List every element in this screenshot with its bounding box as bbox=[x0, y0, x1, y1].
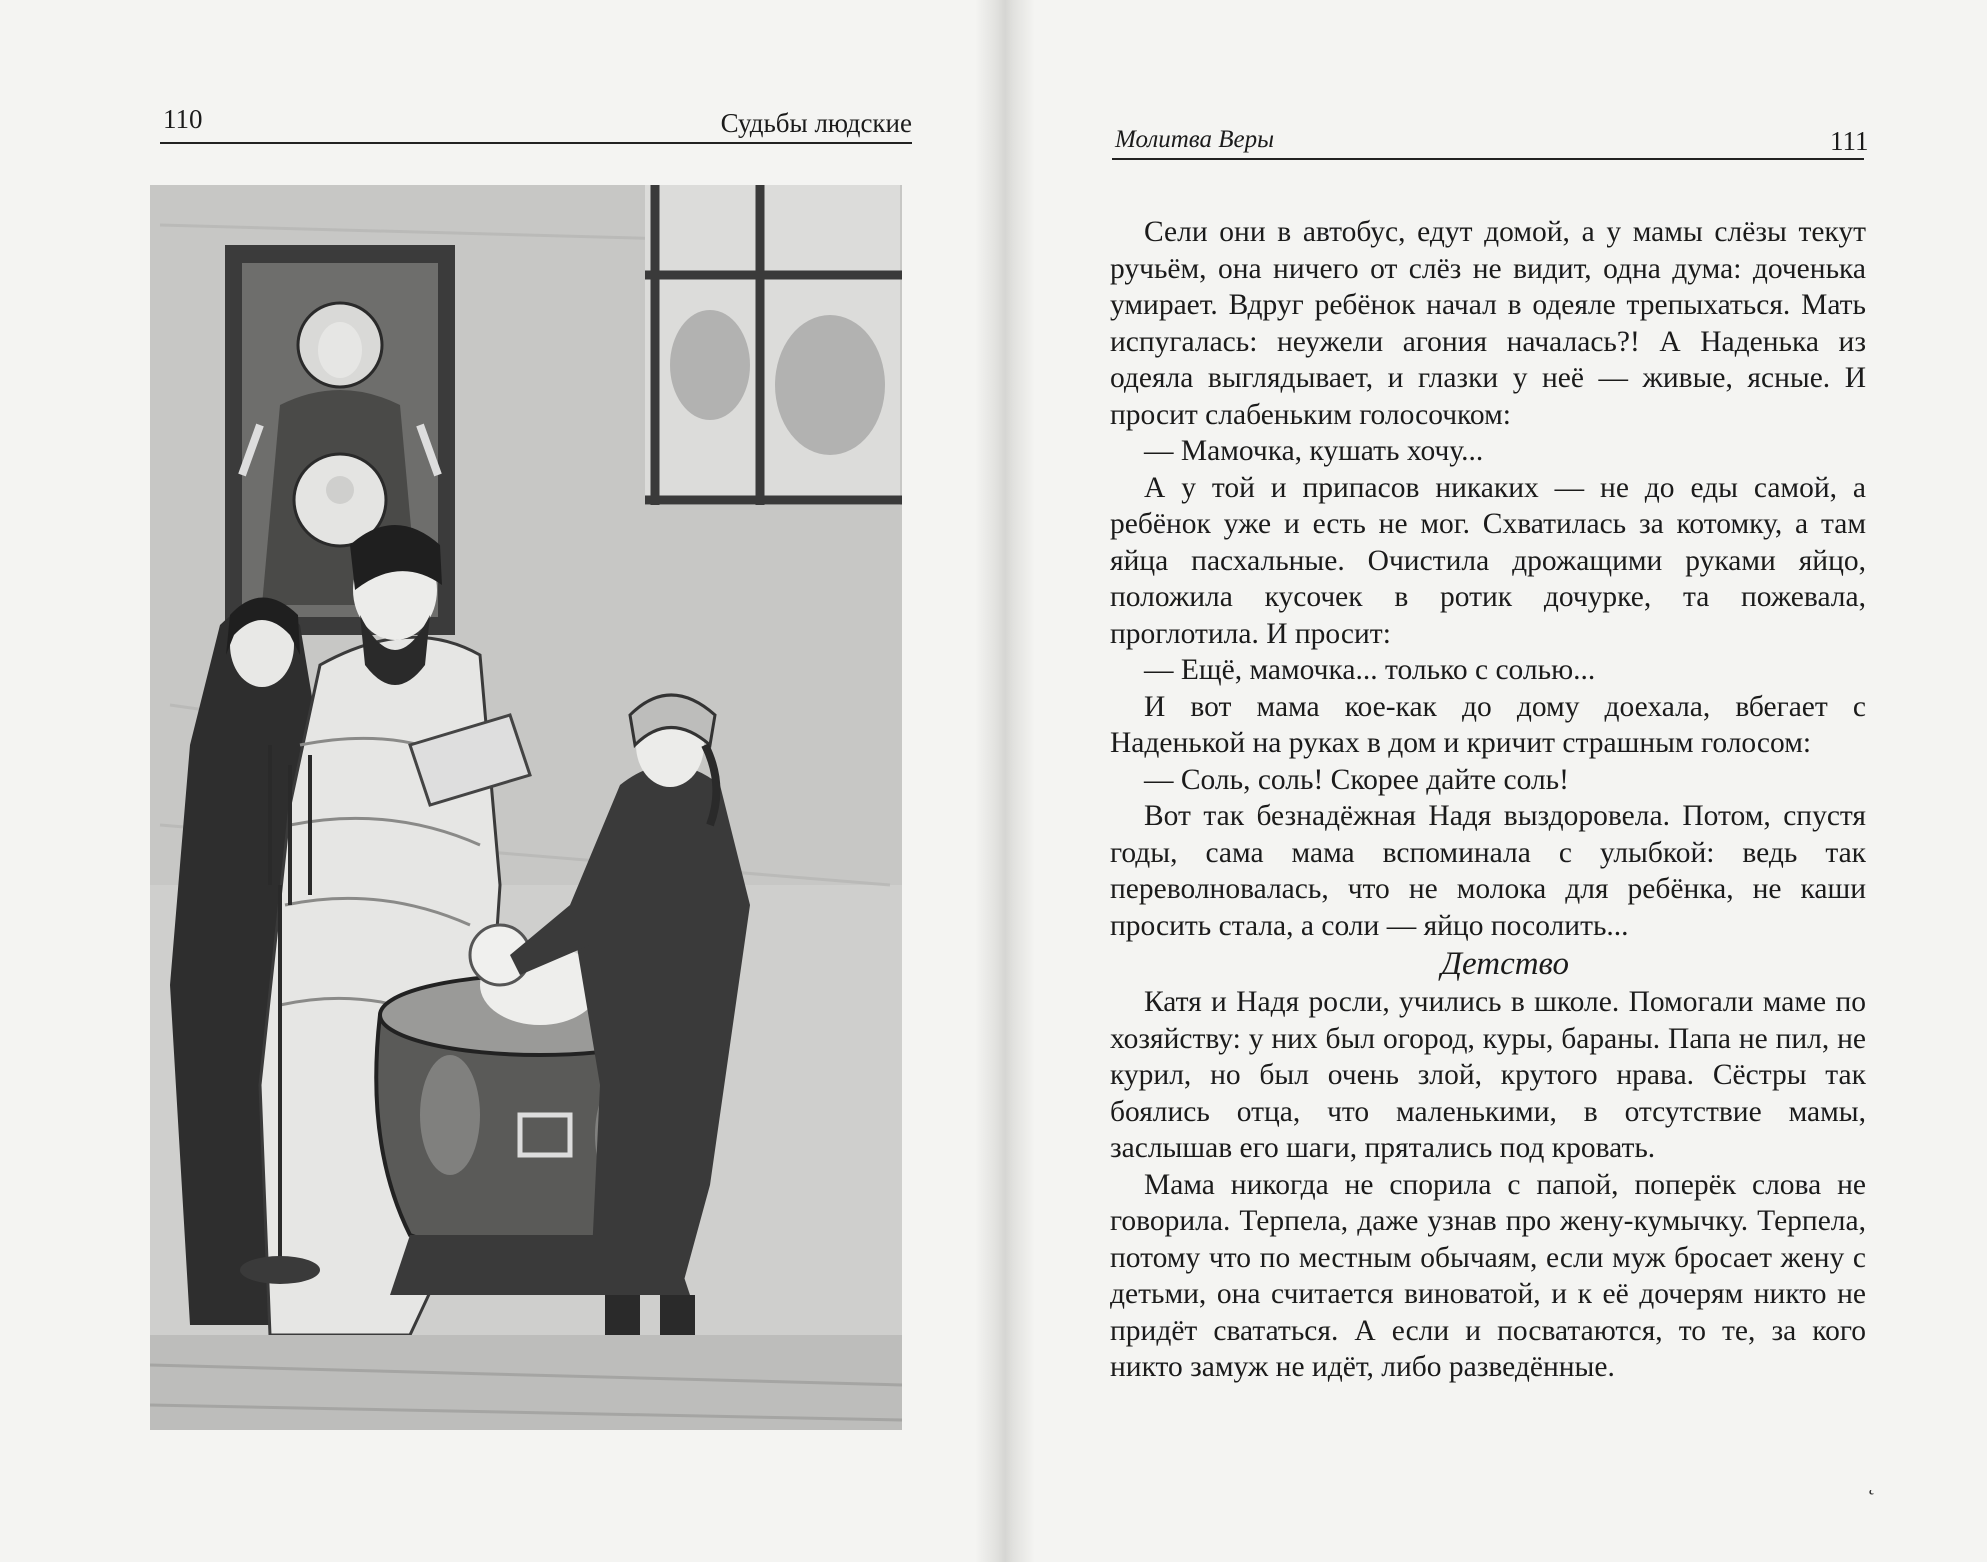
illustration-drawing bbox=[150, 185, 902, 1430]
left-running-title: Судьбы людские bbox=[720, 108, 912, 138]
dialogue-line: — Соль, соль! Скорее дайте соль! bbox=[1144, 763, 1569, 796]
right-header-rule bbox=[1112, 158, 1864, 160]
paragraph: Вот так безнадёжная Надя выздоровела. Потом, спустя годы, сама мама вспоминала с улыбкой: ведь так переволновалась, что не молока для ребёнка, не каши просить стала, а соли — яйцо посолить... bbox=[1110, 800, 1866, 942]
left-header-rule bbox=[160, 142, 912, 144]
dialogue-line: — Ещё, мамочка... только с солью... bbox=[1144, 654, 1596, 686]
body-text bbox=[1110, 214, 1866, 1386]
baptism-illustration bbox=[150, 185, 902, 1430]
left-page bbox=[0, 0, 990, 1562]
dialogue-line: — Мамочка, кушать хочу... bbox=[1144, 435, 1484, 467]
paragraph: А у той и припасов никаких — не до еды самой, а ребёнок уже и есть не мог. Схватилась за котомку, а там яйца пасхальные. Очистила дрожащими руками яйцо, положила кусочек в ротик дочурке, та пожевала, проглотила. И просит: bbox=[1110, 471, 1866, 650]
right-page bbox=[1015, 0, 1987, 1562]
section-title: Детство bbox=[1441, 946, 1569, 982]
left-page-number: 110 bbox=[163, 104, 203, 134]
corner-mark: ˛ bbox=[1868, 1470, 1876, 1495]
paragraph: Мама никогда не спорила с папой, поперёк слова не говорила. Терпела, даже узнав про жену-кумычку. Терпела, потому что по местным обычаям, если муж бросает жену с детьми, она считается виноватой, и к её дочерям никто не придёт свататься. А если и посватаются, то те, за кого никто замуж не идёт, либо разведённые. bbox=[1110, 1168, 1866, 1383]
right-running-title: Молитва Веры bbox=[1115, 126, 1275, 153]
paragraph: И вот мама кое-как до дому доехала, вбегает с Наденькой на руках в дом и кричит страшным голосом: bbox=[1110, 690, 1866, 759]
paragraph: Катя и Надя росли, учились в школе. Помогали маме по хозяйству: у них был огород, куры, бараны. Папа не пил, не курил, но был очень злой, крутого нрава. Сёстры так боялись отца, что маленькими, в отсутствие мамы, заслышав его шаги, прятались под кровать. bbox=[1110, 986, 1866, 1164]
paragraph: Сели они в автобус, едут домой, а у мамы слёзы текут ручьём, она ничего от слёз не видит, одна дума: доченька умирает. Вдруг ребёнок начал в одеяле трепыхаться. Мать испугалась: неужели агония началась?! А Наденька из одеяла выглядывает, и глазки у неё — живые, ясные. И просит слабеньким голосочком: bbox=[1110, 216, 1866, 431]
right-page-number: 111 bbox=[1830, 126, 1869, 156]
